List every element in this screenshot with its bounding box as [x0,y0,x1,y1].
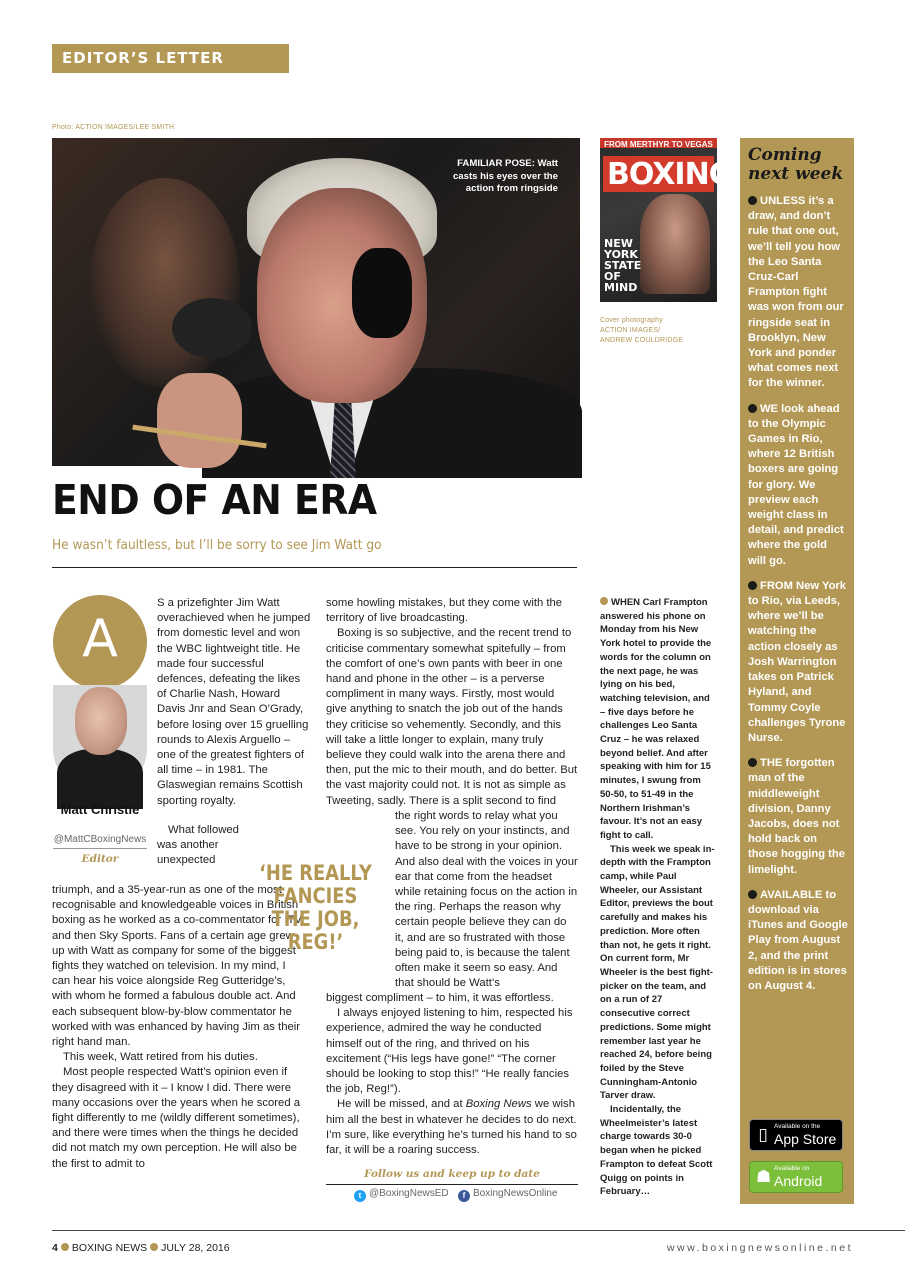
sidebar-item-text: FROM New York to Rio, via Leeds, where we’ll be watching the action closely as Josh Warrington takes on Patrick Hyland, and Tommy Coyle challenges Tyrone Nurse. [748,579,846,744]
section-label: EDITOR’S LETTER [62,49,224,67]
sidebar-item-text: AVAILABLE to download via iTunes and Google Play from August 2, and the print edition is in stores on August 4. [748,888,848,992]
section-tab [52,44,289,73]
cover-credit-line: Cover photography [600,317,663,324]
twitter-handle: @BoxingNewsED [369,1188,449,1199]
author-photo [53,685,147,795]
sidebar-item-text: WE look ahead to the Olympic Games in Rio, where 12 British boxers are going for glory. We preview each weight class in detail, and predict where the gold will go. [748,402,844,567]
paragraph: Most people respected Watt’s opinion even if they disagreed with it – I know I did. There were many occasions over the years when he scored a fight differently to me (wildly different sometimes), and there were times when the things he decided did not match my own perception. He will also be the first to admit to [52,1066,301,1170]
badge-small-text: Available on [774,1165,810,1172]
badge-big-text: App Store [774,1131,837,1147]
cover-image [600,138,733,302]
paragraph: I always enjoyed listening to him, respected his experience, admired the way he conducted himself out of the ring, and thrived on his excitement (“His legs have gone!” “The corner should be looking to stop this!” “He really fancies the job, Reg!”). [326,1007,573,1096]
text-run: we wish him all the best in whatever he decides to do next. I’m sure, like everything he’s turned his hand to so far, it will be a roaring success. [326,1098,577,1157]
footer-folio [52,1242,230,1254]
body-col2-top [326,596,578,809]
paragraph: Boxing is so subjective, and the recent trend to criticise commentary somewhat spitefully – from the comfort of one’s own pants with beer in one hand and phone in the other – is a perverse compliment in many ways. Firstly, most would give anything to snatch the job out of the hands they criticise so vehemently. Secondly, and this will take a little longer to explain, many truly believe they could walk into the arena there and then, put the mic to their mouth, and do better. But the vast majority could not. It is not as simple as Tweeting, sadly. There is a split second to find [326,627,578,807]
paragraph: the right words to relay what you see. You rely on your instincts, and have to be strong in your opinion. And also deal with the voices in your ear that come from the headset while retaining focus on the action in the ring. Perhaps the reason why certain people believe they can do it, and are so frustrated with those being paid to, is because the talent often make it seem so easy. And that should be Watt’s [395,810,578,990]
twitter-link[interactable] [354,1188,449,1202]
sidebar-item [748,402,848,569]
pull-quote: ‘HE REALLY FANCIES THE JOB, REG!’ [259,861,372,954]
cover-masthead: BOXING [607,157,733,192]
bullet-icon [150,1243,158,1251]
body-col2-bottom [326,991,578,1158]
twitter-icon: t [354,1190,366,1202]
cover-credit [600,316,720,346]
divider [53,848,147,849]
sidebar-item [748,888,848,994]
drop-cap-letter: A [82,609,118,669]
photo-credit: Photo: ACTION IMAGES/LEE SMITH [52,124,175,131]
follow-label: Follow us and keep up to date [364,1168,540,1180]
article-title: END OF AN ERA [52,476,377,524]
photo-caption: FAMILIAR POSE: Watt casts his eyes over the action from ringside [452,158,558,194]
bullet-icon [748,196,757,205]
footer-divider [52,1230,905,1231]
badge-small-text: Available on the [774,1123,821,1130]
phone-icon: ▯ [758,1125,768,1145]
main-photo [52,138,580,466]
sidebar-title: Coming next week [748,145,844,184]
bullet-icon [748,404,757,413]
android-icon: ☗ [756,1167,772,1187]
footer-url[interactable]: www.boxingnewsonline.net [666,1242,853,1254]
coming-next-week-sidebar [740,138,854,1204]
divider [326,1184,578,1185]
body-col1-top [157,596,311,809]
body-col1-mid [157,823,245,869]
facebook-link[interactable] [458,1188,558,1202]
sidebar-item-text: UNLESS it’s a draw, and don’t rule that one out, we’ll tell you how the Leo Santa Cruz-Carl Frampton fight was won from our ringside seat in Brooklyn, New York and ponder what comes next for the winner. [748,195,844,390]
article-standfirst: He wasn’t faultless, but I’ll be sorry to see Jim Watt go [52,538,382,553]
badge-big-text: Android [774,1173,823,1189]
paragraph [600,596,715,843]
frampton-column [600,596,715,1199]
publication-name: Boxing News [465,1098,532,1111]
bullet-icon [600,597,608,605]
paragraph: S a prizefighter Jim Watt overachieved when he jumped from domestic level and won the WBC lightweight title. He made four successful defences, defeating the likes of Charlie Nash, Howard Davis Jnr and Sean O’Grady, before losing over 15 gruelling rounds to Alexis Arguello – one of the greatest fighters of all time – in 1981. The Glaswegian remains Scottish sporting royalty. [157,597,311,807]
cover-strapline: FROM MERTHYR TO VEGAS [604,140,713,149]
paragraph: This week, Watt retired from his duties. [63,1051,258,1064]
facebook-icon: f [458,1190,470,1202]
author-handle[interactable]: @MattCBoxingNews [53,834,147,845]
drop-cap [53,595,147,689]
cover-credit-line: ANDREW COULDRIDGE [600,337,684,344]
social-links [326,1188,578,1202]
cover-headline: NEW YORK STATE OF MIND [604,237,642,294]
paragraph [326,1097,578,1158]
issue-date: JULY 28, 2016 [161,1242,230,1254]
body-col2-mid [395,809,578,991]
sidebar-item [748,194,848,392]
android-badge[interactable] [749,1161,843,1193]
paragraph: some howling mistakes, but they come with the territory of live broadcasting. [326,597,563,625]
page-number: 4 [52,1242,58,1254]
bullet-icon [748,581,757,590]
cover-credit-line: ACTION IMAGES/ [600,327,661,334]
author-name: Matt Christie [60,802,140,817]
bullet-icon [61,1243,69,1251]
sidebar-item [748,756,848,878]
publication-title: BOXING NEWS [71,1242,148,1254]
sidebar-item [748,579,848,746]
paragraph: Incidentally, the Wheelmeister’s latest charge towards 30-0 began when he picked Frampton to defeat Scott Quigg on points in February… [600,1104,713,1198]
bullet-icon [748,890,757,899]
paragraph: This week we speak in-depth with the Frampton camp, while Paul Wheeler, our Assistant Editor, previews the bout carefully and makes his prediction. More often than not, he gets it right. On current form, Mr Wheeler is the best fight-picker on the team, and on a run of 27 consecutive correct predictions. Some might remember last year he reached 24, before being foiled by the Steve Cunningham-Antonio Tarver draw. [600,843,715,1102]
bullet-icon [748,758,757,767]
paragraph: biggest compliment – to him, it was effortless. [326,992,554,1004]
author-role: Editor [81,853,119,865]
paragraph: triumph, and a 35-year-run as one of the most recognisable and knowledgeable voices in British boxing as he worked as a co-commentator for ITV, and then Sky Sports. Fans of a certain age grew up with Watt as company for some of the biggest fights they watched on television. In my mind, I can hear his voice alongside Reg Gutteridge’s, with whom he formed a fabulous double act. And each subsequent blow-by-blow commentator he worked with was enhanced by having Jim as their right hand man. [52,884,305,1049]
text-run: He will be missed, and at [337,1098,466,1111]
divider [52,567,577,568]
sidebar-item-text: THE forgotten man of the middleweight division, Danny Jacobs, does not hold back on those hogging the limelight. [748,757,845,876]
paragraph: What followed was another unexpected [157,824,239,867]
facebook-handle: BoxingNewsOnline [473,1188,558,1199]
app-store-badge[interactable] [749,1119,843,1151]
text-run: WHEN Carl Frampton answered his phone on Monday from his New York hotel to provide the words for the column on the next page, he was lying on his bed, watching television, and – five days before he challenges Leo Santa Cruz – he was relaxed beyond belief. And after speaking with him for 15 minutes, I swung from 50-50, to 51-49 in the Northern Irishman’s favour. It’s not an easy fight to call. [600,597,712,841]
